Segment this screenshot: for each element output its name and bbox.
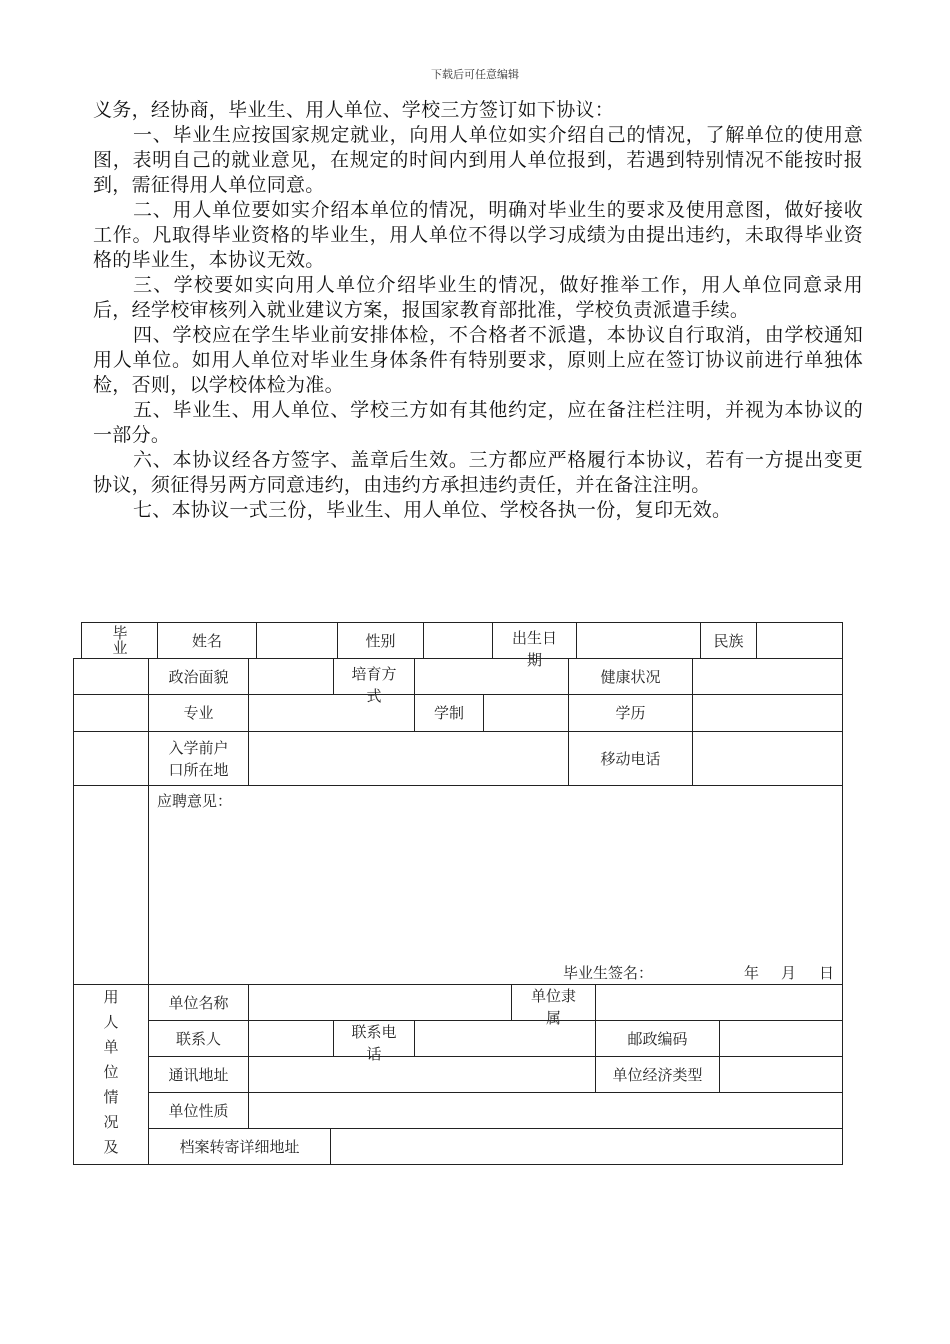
- health-label: 健康状况: [568, 658, 693, 695]
- paragraph-7: 七、本协议一式三份，毕业生、用人单位、学校各执一份，复印无效。: [133, 499, 732, 521]
- birth-label: 出生日期: [492, 622, 577, 659]
- training-mode-value[interactable]: [414, 658, 569, 695]
- employer-side-label: 用人单位情况及: [103, 988, 119, 1156]
- gender-value[interactable]: [423, 622, 493, 659]
- ethnicity-value[interactable]: [756, 622, 843, 659]
- gender-label: 性别: [337, 622, 424, 659]
- ethnicity-label: 民族: [700, 622, 757, 659]
- page-header: 下载后可任意编辑: [431, 68, 519, 81]
- hukou-label: 入学前户口所在地: [148, 731, 249, 786]
- student-side-blank-3: [73, 731, 149, 786]
- archive-address-value[interactable]: [330, 1128, 843, 1165]
- duration-value[interactable]: [483, 694, 569, 732]
- opinion-label: 应聘意见：: [157, 792, 233, 810]
- mobile-label: 移动电话: [568, 731, 693, 786]
- unit-nature-value[interactable]: [248, 1092, 843, 1129]
- political-label: 政治面貌: [148, 658, 249, 695]
- training-mode-label: 培育方式: [333, 658, 415, 695]
- paragraph-5: 五、毕业生、用人单位、学校三方如有其他约定，应在备注栏注明，并视为本协议的一部分。: [93, 399, 863, 446]
- contact-value[interactable]: [248, 1020, 334, 1057]
- unit-affiliation-label: 单位隶属: [511, 984, 596, 1021]
- year-label: 年: [744, 964, 760, 982]
- unit-name-value[interactable]: [248, 984, 512, 1021]
- agreement-text: [93, 98, 863, 523]
- economy-type-value[interactable]: [719, 1056, 843, 1093]
- paragraph-3: 三、学校要如实向用人单位介绍毕业生的情况，做好推举工作，用人单位同意录用后，经学校审核列入就业建议方案，报国家教育部批准，学校负责派遣手续。: [93, 274, 863, 321]
- student-side-label-cell: [81, 622, 158, 659]
- education-value[interactable]: [692, 694, 843, 732]
- day-label: 日: [819, 964, 835, 982]
- major-value[interactable]: [248, 694, 415, 732]
- unit-name-label: 单位名称: [148, 984, 249, 1021]
- birth-value[interactable]: [576, 622, 701, 659]
- contact-label: 联系人: [148, 1020, 249, 1057]
- address-value[interactable]: [248, 1056, 596, 1093]
- opinion-box[interactable]: [148, 785, 843, 985]
- duration-label: 学制: [414, 694, 484, 732]
- postcode-value[interactable]: [719, 1020, 843, 1057]
- contact-phone-label: 联系电话: [333, 1020, 415, 1057]
- name-label: 姓名: [157, 622, 257, 659]
- unit-nature-label: 单位性质: [148, 1092, 249, 1129]
- major-label: 专业: [148, 694, 249, 732]
- education-label: 学历: [568, 694, 693, 732]
- mobile-value[interactable]: [692, 731, 843, 786]
- contact-phone-value[interactable]: [414, 1020, 596, 1057]
- student-side-blank: [73, 658, 149, 695]
- name-value[interactable]: [256, 622, 338, 659]
- hukou-value[interactable]: [248, 731, 569, 786]
- month-label: 月: [781, 964, 797, 982]
- paragraph-6: 六、本协议经各方签字、盖章后生效。三方都应严格履行本协议，若有一方提出变更协议，须征得另两方同意违约，由违约方承担违约责任，并在备注注明。: [93, 449, 863, 496]
- political-value[interactable]: [248, 658, 334, 695]
- health-value[interactable]: [692, 658, 843, 695]
- paragraph-1: 一、毕业生应按国家规定就业，向用人单位如实介绍自己的情况，了解单位的使用意图，表明自己的就业意见，在规定的时间内到用人单位报到，若遇到特别情况不能按时报到，需征得用人单位同意。: [93, 124, 863, 196]
- student-side-label: 毕业: [110, 625, 129, 655]
- unit-affiliation-value[interactable]: [595, 984, 843, 1021]
- student-side-blank-4: [73, 785, 149, 985]
- paragraph-intro: 义务，经协商，毕业生、用人单位、学校三方签订如下协议：: [93, 99, 615, 121]
- address-label: 通讯地址: [148, 1056, 249, 1093]
- economy-type-label: 单位经济类型: [595, 1056, 720, 1093]
- paragraph-4: 四、学校应在学生毕业前安排体检，不合格者不派遣，本协议自行取消，由学校通知用人单位。如用人单位对毕业生身体条件有特别要求，原则上应在签订协议前进行单独体检，否则，以学校体检为准。: [93, 324, 863, 396]
- archive-address-label: 档案转寄详细地址: [148, 1128, 331, 1165]
- paragraph-2: 二、用人单位要如实介绍本单位的情况，明确对毕业生的要求及使用意图，做好接收工作。凡取得毕业资格的毕业生，用人单位不得以学习成绩为由提出违约，未取得毕业资格的毕业生，本协议无效。: [93, 199, 863, 271]
- student-side-blank-2: [73, 694, 149, 732]
- postcode-label: 邮政编码: [595, 1020, 720, 1057]
- signature-label: 毕业生签名：: [563, 964, 654, 982]
